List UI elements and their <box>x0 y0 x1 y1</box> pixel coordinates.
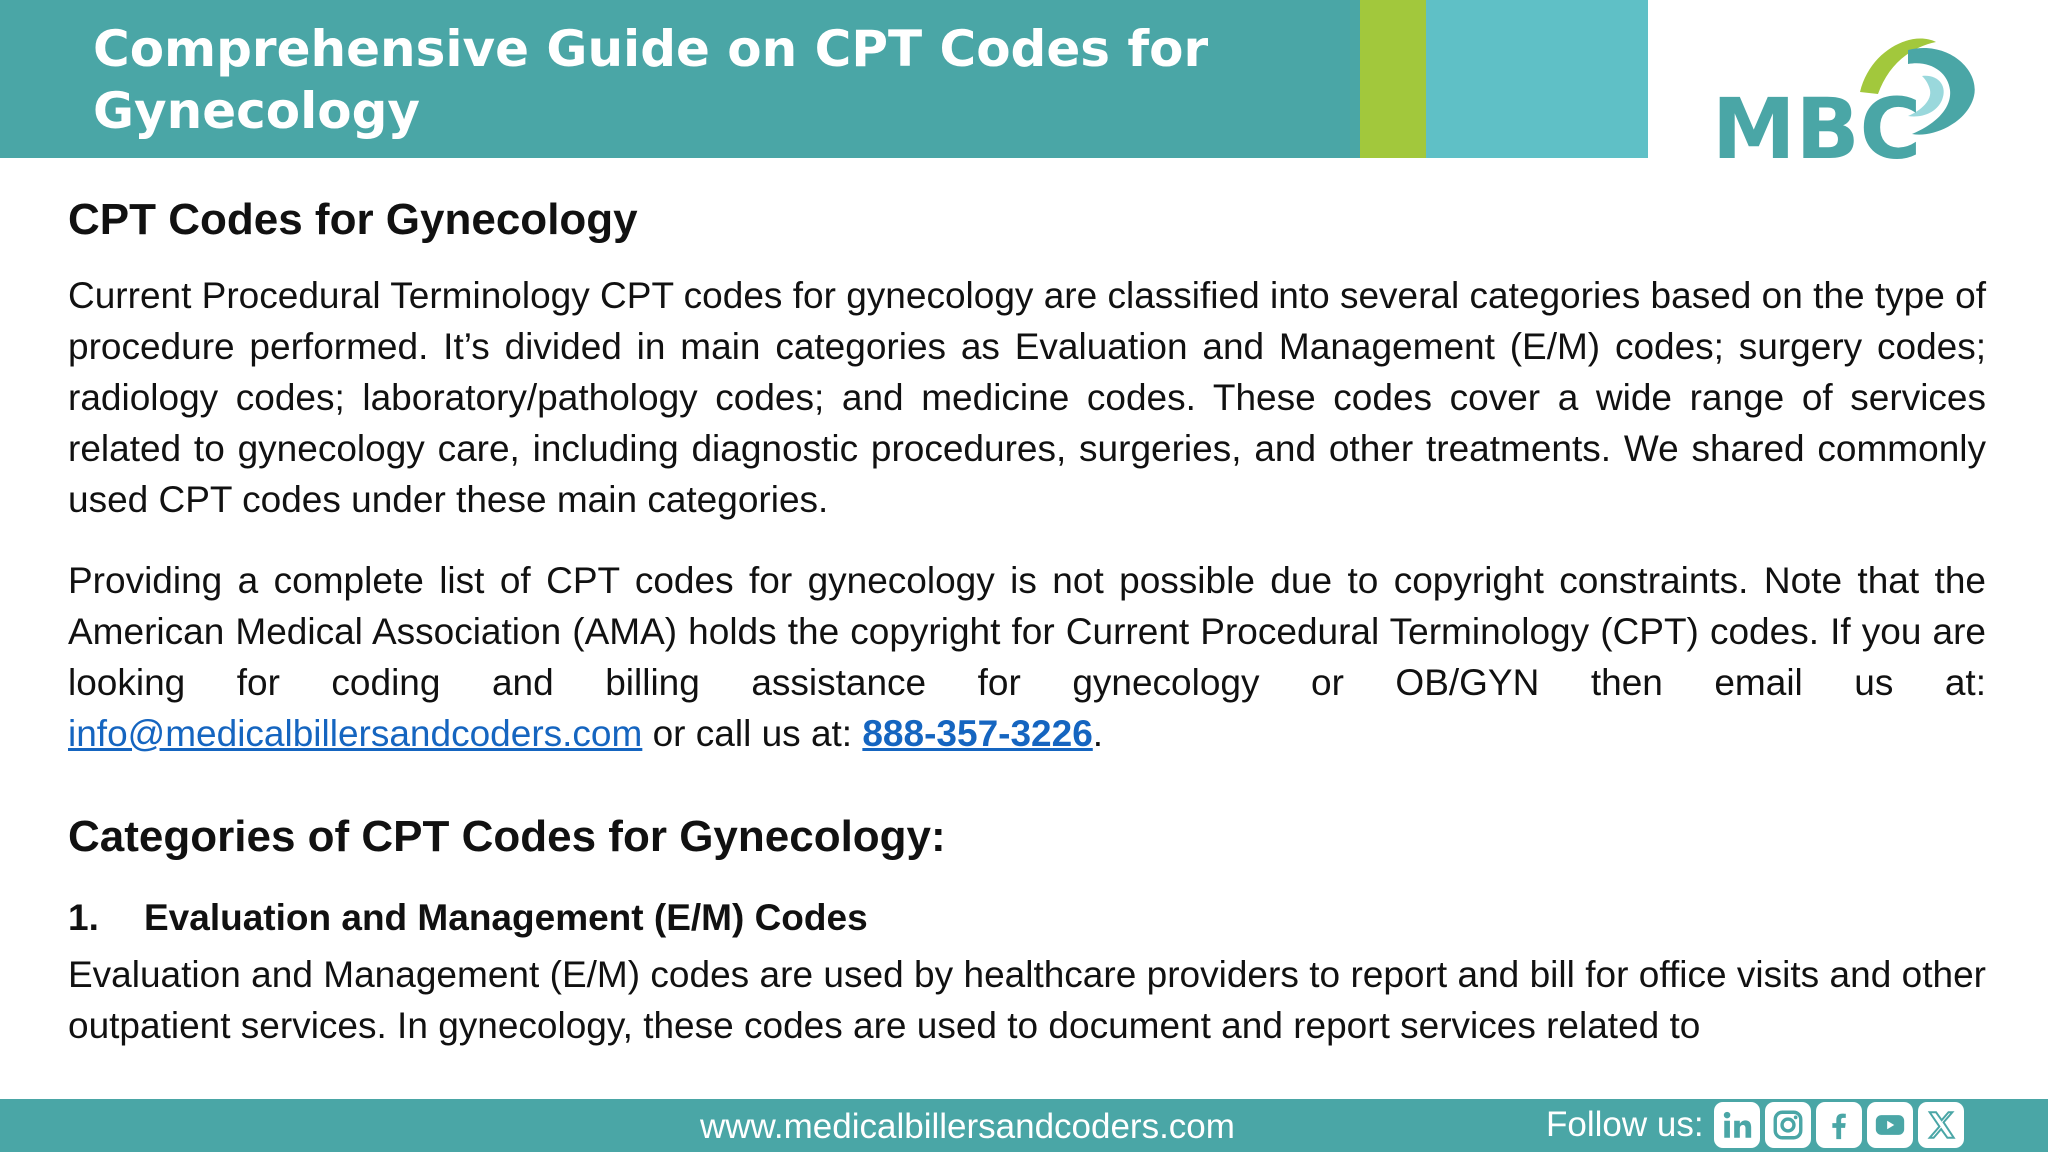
subsection-title: Evaluation and Management (E/M) Codes <box>144 897 868 938</box>
em-paragraph: Evaluation and Management (E/M) codes are used by healthcare providers to report and bill for office visits and other outpatient services. In gynecology, these codes are used to document and report services related to <box>68 954 1986 1046</box>
email-link[interactable]: info@medicalbillersandcoders.com <box>68 713 643 754</box>
logo-text: MBC <box>1712 80 1922 160</box>
copyright-paragraph <box>68 555 1986 759</box>
instagram-icon[interactable] <box>1765 1102 1811 1148</box>
subsection-heading <box>68 893 1986 943</box>
period: . <box>1092 713 1104 754</box>
page-title: Comprehensive Guide on CPT Codes for Gynecology <box>93 20 1209 140</box>
mbc-logo <box>1712 30 1982 160</box>
linkedin-icon[interactable] <box>1714 1102 1760 1148</box>
header-accent-teal <box>1426 0 1648 158</box>
categories-heading: Categories of CPT Codes for Gynecology: <box>68 812 946 861</box>
youtube-icon[interactable] <box>1867 1102 1913 1148</box>
footer-website-link[interactable]: www.medicalbillersandcoders.com <box>700 1107 1235 1146</box>
header-accent-green <box>1360 0 1426 158</box>
copyright-text: Providing a complete list of CPT codes for gynecology is not possible due to copyright constraints. Note that the American Medical Association (AMA) holds the copyright for Current Procedural Terminology (CPT) codes. If you are looking for coding and billing assistance for gynecology or OB/GYN then email us at: <box>68 560 1986 703</box>
footer-bar <box>0 1099 2048 1152</box>
subsection-number: 1. <box>68 897 99 938</box>
section-heading-cpt: CPT Codes for Gynecology <box>68 195 638 244</box>
follow-us-label: Follow us: <box>1546 1105 1704 1144</box>
phone-link[interactable]: 888-357-3226 <box>862 713 1093 754</box>
main-content <box>68 190 1986 1051</box>
call-text: or call us at: <box>642 713 863 754</box>
intro-paragraph: Current Procedural Terminology CPT codes for gynecology are classified into several categories based on the type of procedure performed. It’s divided in main categories as Evaluation and Management (E/M) codes; surgery codes; radiology codes; laboratory/pathology codes; and medicine codes. These codes cover a wide range of services related to gynecology care, including diagnostic procedures, surgeries, and other treatments. We shared commonly used CPT codes under these main categories. <box>68 275 1986 520</box>
facebook-icon[interactable] <box>1816 1102 1862 1148</box>
x-icon[interactable] <box>1918 1102 1964 1148</box>
